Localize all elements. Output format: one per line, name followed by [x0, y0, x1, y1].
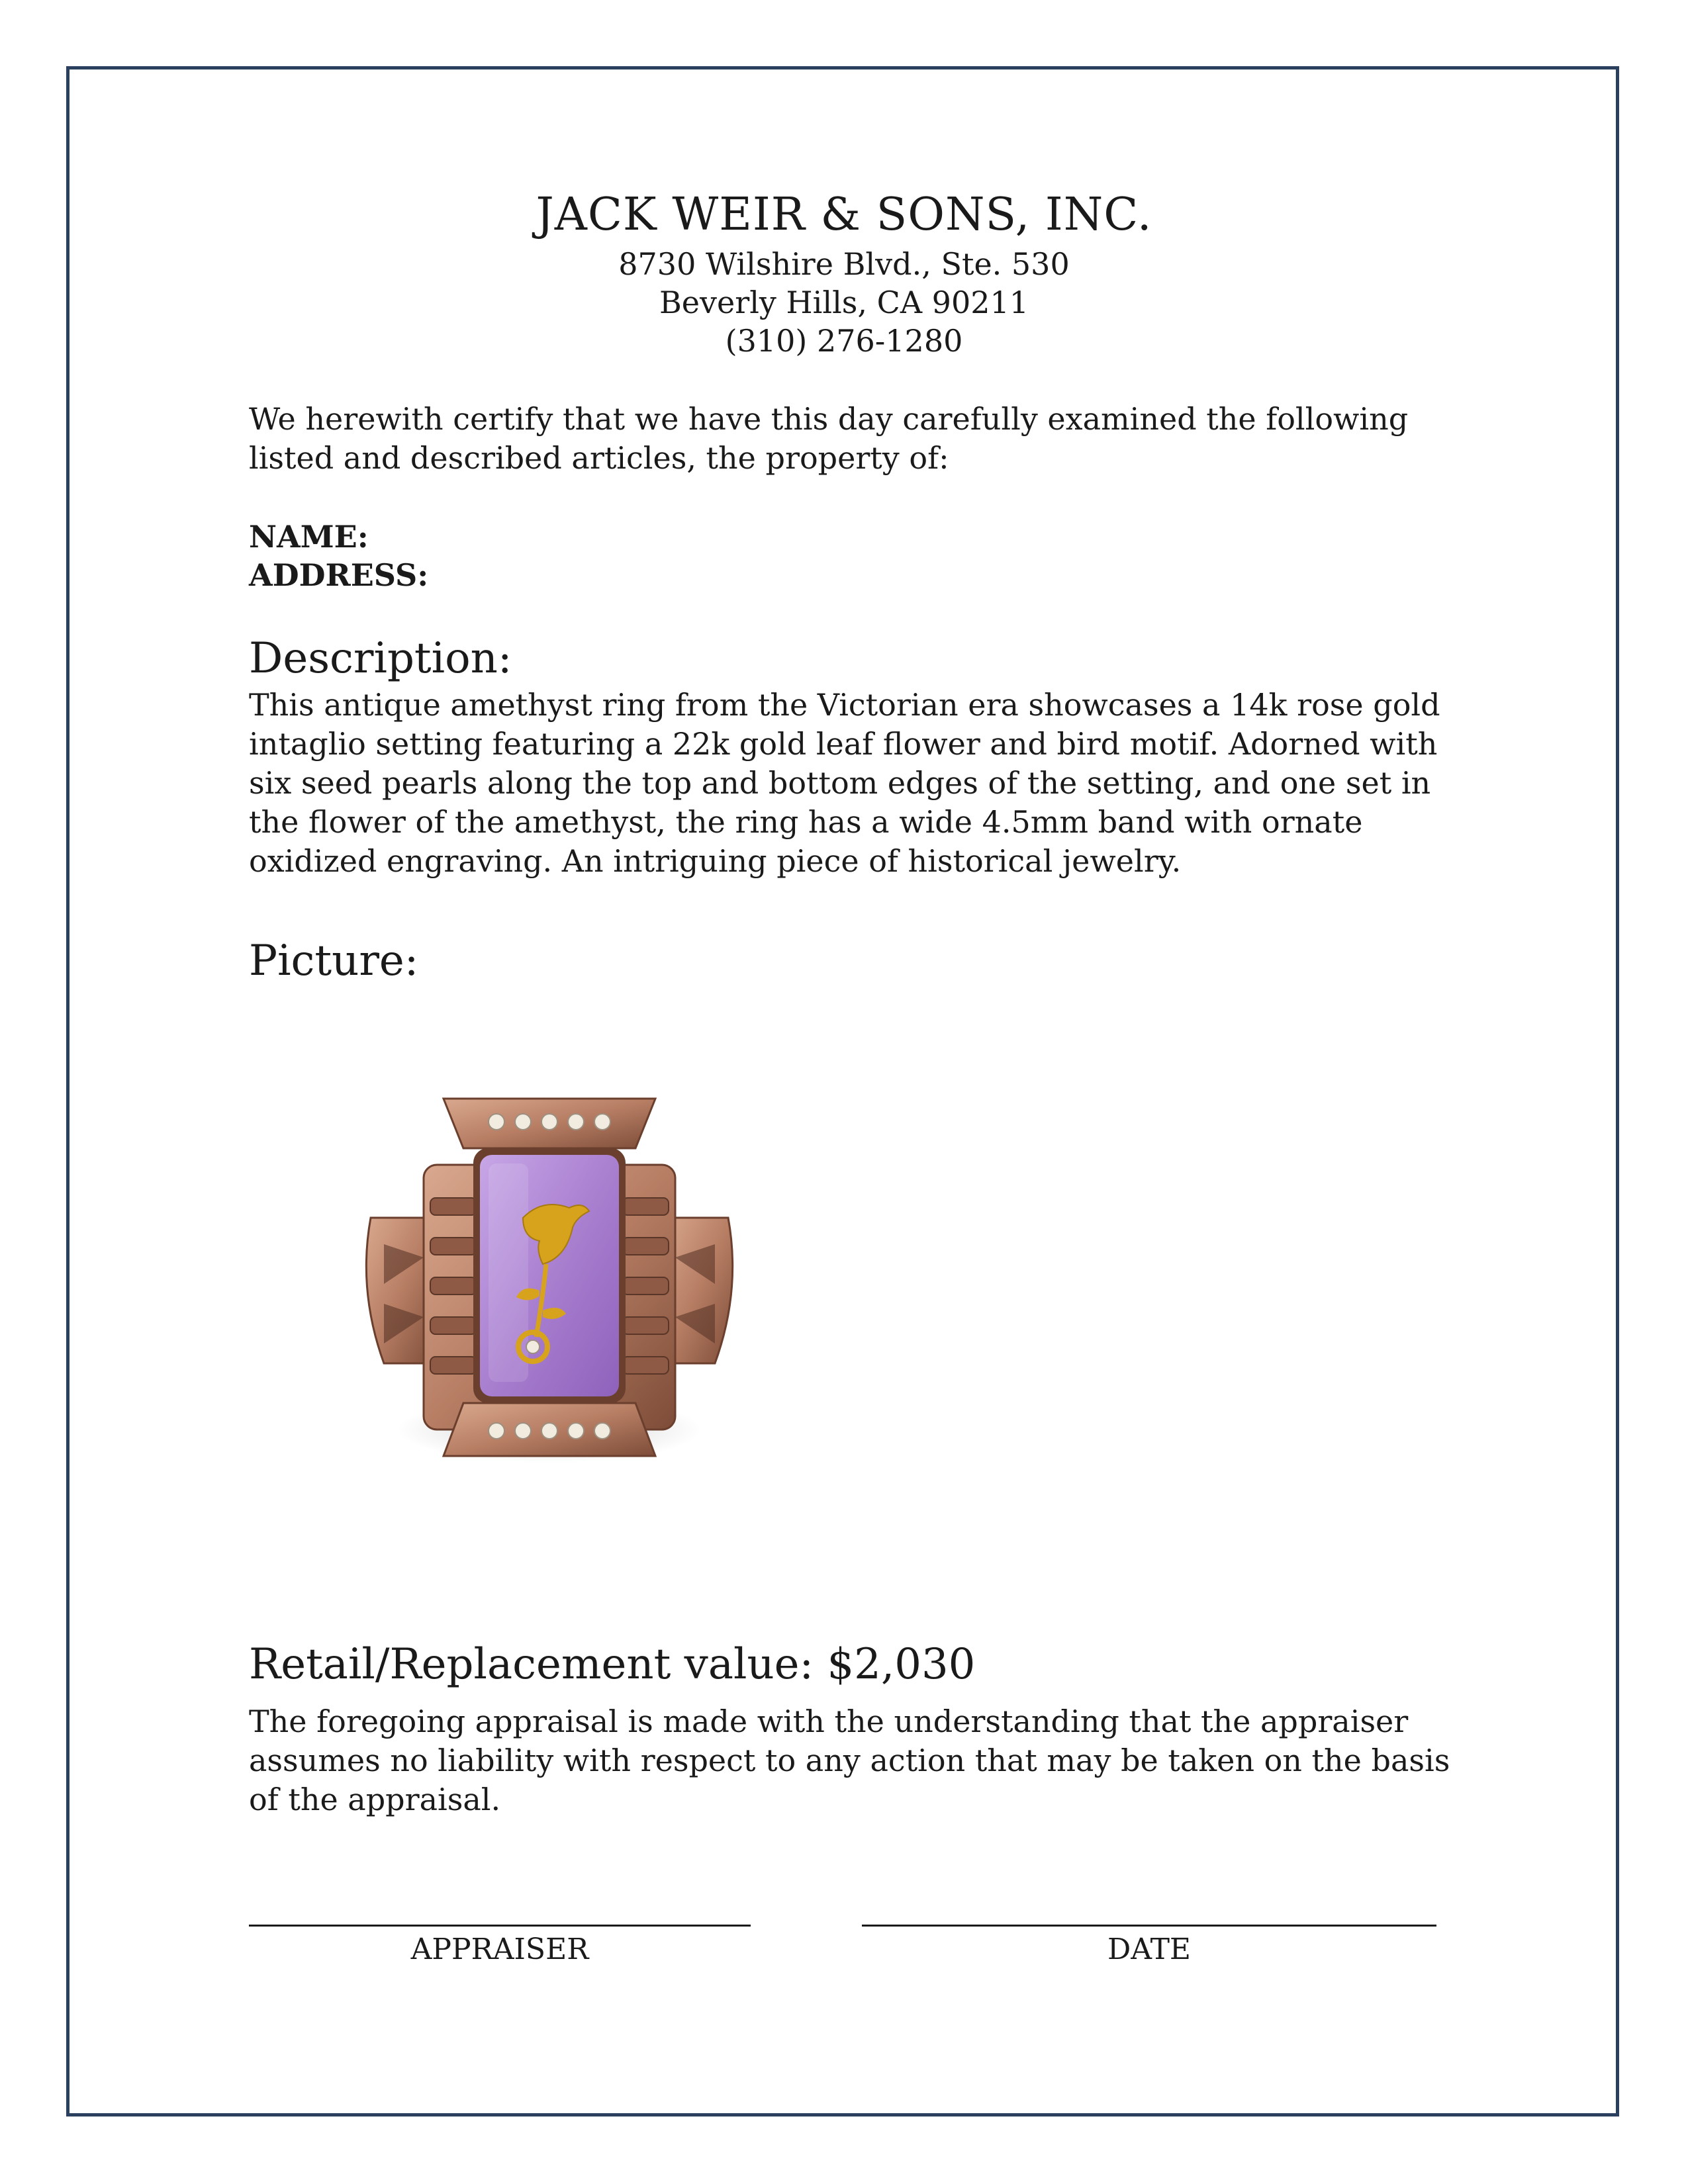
appraiser-signature-line: [249, 1925, 751, 1927]
ring-photo: [344, 1085, 755, 1496]
description-heading: Description:: [249, 634, 512, 683]
date-label: DATE: [1107, 1933, 1192, 1966]
appraiser-label: APPRAISER: [410, 1933, 589, 1966]
certification-text: We herewith certify that we have this day carefully examined the following listed and described articles, the property of:: [249, 401, 1409, 476]
description-text: This antique amethyst ring from the Victorian era showcases a 14k rose gold intaglio setting featuring a 22k gold leaf flower and bird motif. Adorned with six seed pearls along the top and bottom edges of the setting, and one set in the flower of the amethyst, the ring has a wide 4.5mm band with ornate oxidized engraving. An intriguing piece of historical jewelry.: [249, 687, 1440, 879]
picture-heading: Picture:: [249, 936, 419, 985]
firm-address-line1: 8730 Wilshire Blvd., Ste. 530: [618, 246, 1070, 282]
address-label: ADDRESS:: [249, 557, 429, 593]
firm-address-line2: Beverly Hills, CA 90211: [659, 285, 1029, 320]
name-label: NAME:: [249, 519, 369, 555]
date-signature-line: [862, 1925, 1436, 1927]
retail-value-heading: Retail/Replacement value: $2,030: [249, 1640, 976, 1689]
firm-name: JACK WEIR & SONS, INC.: [536, 189, 1152, 241]
firm-phone: (310) 276-1280: [725, 323, 963, 359]
disclaimer-text: The foregoing appraisal is made with the understanding that the appraiser assumes no liability with respect to any action that may be taken on the basis of the appraisal.: [249, 1704, 1450, 1817]
